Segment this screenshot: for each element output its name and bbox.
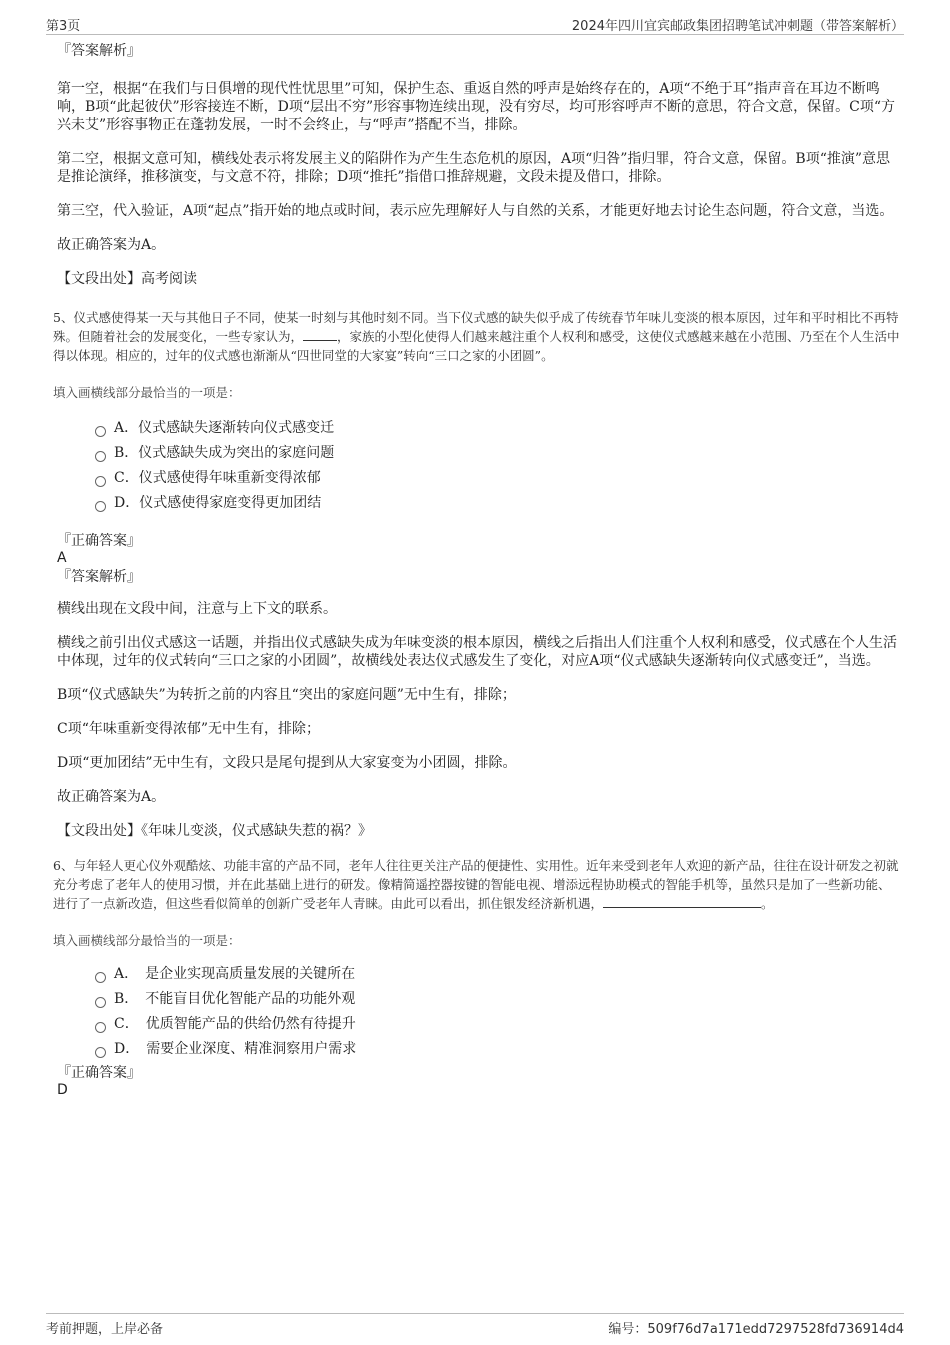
q5-option-d[interactable]: D．仪式感使得家庭变得更加团结 [95, 494, 900, 512]
q5-stem [53, 308, 900, 365]
q5-answer-title: 『正确答案』 [57, 533, 141, 549]
q6-options [57, 965, 900, 1058]
q5-stem-before: 5、仪式感使得某一天与其他日子不同，使某一时刻与其他时刻不同。当下仪式感的缺失似乎成了传统春节年味儿变淡的根本原因，过年和平时相比不再特殊。但随着社会的发展变化，一些专家认为， [53, 310, 899, 344]
q5-analysis-para-5: D项“更加团结”无中生有，文段只是尾句提到从大家宴变为小团圆，排除。 [57, 755, 517, 771]
page-footer [46, 1313, 904, 1336]
document-title: 2024年四川宜宾邮政集团招聘笔试冲刺题（带答案解析） [571, 19, 904, 34]
footer-slogan: 考前押题，上岸必备 [46, 1322, 164, 1337]
q4-conclusion: 故正确答案为A。 [57, 237, 166, 253]
q6-answer-title: 『正确答案』 [57, 1065, 141, 1081]
radio-icon[interactable] [95, 426, 106, 437]
q5-blank [303, 328, 337, 341]
page-content [53, 42, 900, 1098]
q6-stem [53, 856, 900, 913]
document-id: 编号：509f76d7a171edd7297528fd736914d4 [608, 1322, 904, 1337]
q5-analysis-para-2: 横线之前引出仪式感这一话题，并指出仪式感缺失成为年味变淡的根本原因，横线之后指出人们注重个人权利和感受，仪式感在个人生活中体现，过年的仪式转向“三口之家的小团圆”，故横线处表达仪式感发生了变化，对应A项“仪式感缺失逐渐转向仪式感变迁”，当选。 [57, 635, 897, 669]
q5-options [57, 419, 900, 512]
q6-stem-text: 6、与年轻人更心仪外观酷炫、功能丰富的产品不同，老年人往往更关注产品的便捷性、实用性。近年来受到老年人欢迎的新产品，往往在设计研发之初就充分考虑了老年人的使用习惯，并在此基础上进行的研发。像精简遥控器按键的智能电视、增添远程协助模式的智能手机等，虽然只是加了一些新功能、进行了一点新改造，但这些看似简单的创新广受老年人青睐。由此可以看出，抓住银发经济新机遇， [53, 858, 899, 911]
radio-icon[interactable] [95, 476, 106, 487]
q5-prompt: 填入画横线部分最恰当的一项是： [53, 385, 241, 400]
radio-icon[interactable] [95, 972, 106, 983]
q6-option-d[interactable]: D． 需要企业深度、精准洞察用户需求 [95, 1040, 900, 1058]
q5-stem-after: ，家族的小型化使得人们越来越注重个人权利和感受，这使仪式感越来越在小范围、乃至在个人生活中得以体现。相应的，过年的仪式感也渐渐从“四世同堂的大家宴”转向“三口之家的小团圆”。 [53, 329, 900, 363]
radio-icon[interactable] [95, 1022, 106, 1033]
q5-option-b[interactable]: B．仪式感缺失成为突出的家庭问题 [95, 444, 900, 462]
radio-icon[interactable] [95, 451, 106, 462]
q6-option-c[interactable]: C． 优质智能产品的供给仍然有待提升 [95, 1015, 900, 1033]
q5-analysis-para-1: 横线出现在文段中间，注意与上下文的联系。 [57, 601, 337, 617]
q6-blank [603, 895, 761, 908]
q4-analysis-para-2: 第二空，根据文意可知，横线处表示将发展主义的陷阱作为产生生态危机的原因，A项“归咎”指归罪，符合文意，保留。B项“推演”意思是推论演绎，推移演变，与文意不符，排除；D项“推托”指借口推辞规避，文段未提及借口，排除。 [57, 151, 891, 185]
q6-stem-end: 。 [761, 896, 774, 911]
page-number: 第3页 [46, 19, 81, 34]
q5-analysis-para-3: B项“仪式感缺失”为转折之前的内容且“突出的家庭问题”无中生有，排除； [57, 687, 516, 703]
page-header [46, 12, 904, 35]
q4-source: 【文段出处】高考阅读 [57, 271, 197, 287]
q6-option-a[interactable]: A． 是企业实现高质量发展的关键所在 [95, 965, 900, 983]
q4-analysis-para-3: 第三空，代入验证，A项“起点”指开始的地点或时间，表示应先理解好人与自然的关系，才能更好地去讨论生态问题，符合文意，当选。 [57, 203, 894, 219]
radio-icon[interactable] [95, 997, 106, 1008]
q5-conclusion: 故正确答案为A。 [57, 789, 166, 805]
q4-analysis-para-1: 第一空，根据“在我们与日俱增的现代性忧思里”可知，保护生态、重返自然的呼声是始终存在的，A项“不绝于耳”指声音在耳边不断鸣响，B项“此起彼伏”形容接连不断，D项“层出不穷”形容事物连续出现，没有穷尽，均可形容呼声不断的意思，符合文意，保留。C项“方兴未艾”形容事物正在蓬勃发展，一时不会终止，与“呼声”搭配不当，排除。 [57, 81, 896, 133]
radio-icon[interactable] [95, 1047, 106, 1058]
q5-analysis-para-4: C项“年味重新变得浓郁”无中生有，排除； [57, 721, 321, 737]
q5-option-a[interactable]: A．仪式感缺失逐渐转向仪式感变迁 [95, 419, 900, 437]
q6-prompt: 填入画横线部分最恰当的一项是： [53, 933, 241, 948]
q5-source: 【文段出处】《年味儿变淡，仪式感缺失惹的祸？》 [57, 823, 372, 839]
q5-answer: A [57, 550, 67, 566]
q4-analysis-title: 『答案解析』 [57, 43, 141, 59]
radio-icon[interactable] [95, 501, 106, 512]
q5-analysis-title: 『答案解析』 [57, 569, 141, 585]
q6-answer: D [57, 1082, 68, 1098]
q6-option-b[interactable]: B． 不能盲目优化智能产品的功能外观 [95, 990, 900, 1008]
q5-option-c[interactable]: C．仪式感使得年味重新变得浓郁 [95, 469, 900, 487]
